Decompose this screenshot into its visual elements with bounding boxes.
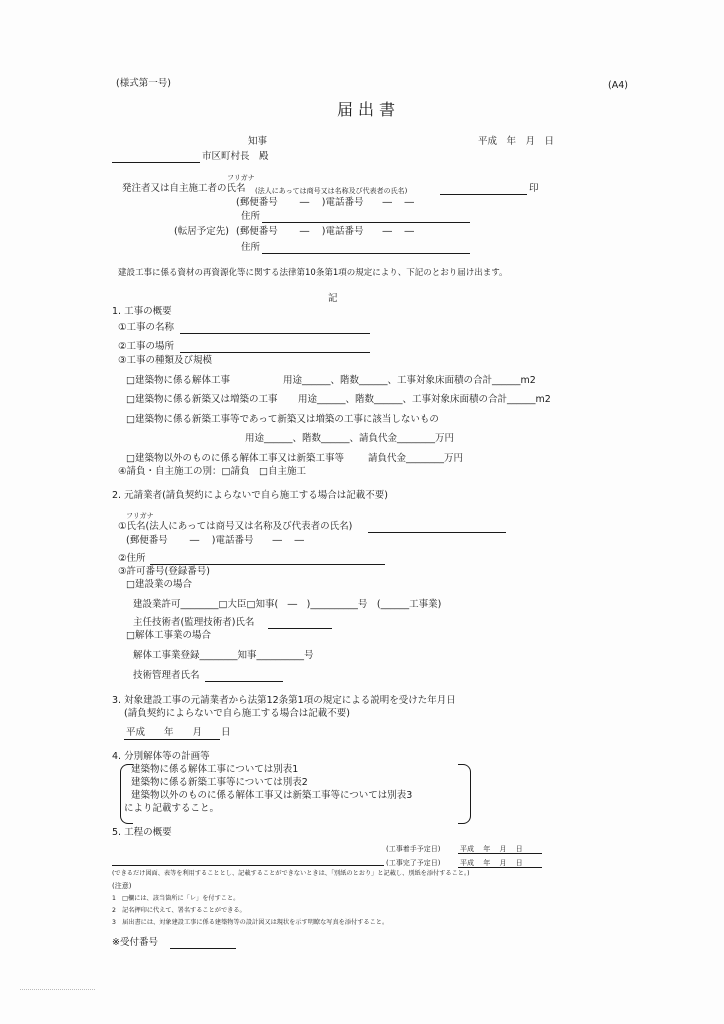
right-bracket [458,764,471,824]
construction-permit: 建設業許可________□大臣□知事( ― )__________号 (______工事業) [133,599,442,610]
section1-heading: 1. 工事の概要 [112,306,172,317]
section3-note: (請負契約によらないで自ら施工する場合は記載不要) [124,708,350,719]
work-type-label: ③工事の種類及び規模 [118,355,213,366]
demolition-checkbox[interactable]: □建築物に係る解体工事 [126,375,230,386]
section4-line4: により記載すること。 [124,803,220,814]
applicant-address-label: 住所 [241,211,261,222]
non-building-checkbox[interactable]: □建築物以外のものに係る解体工事又は新築工事等 [126,453,344,464]
contractor-address-line[interactable] [150,564,385,565]
contractor-name-label: ①氏名(法人にあっては商号又は名称及び代表者の氏名) [118,521,353,532]
applicant-name-label: 発注者又は自主施工者の氏名 [122,183,246,194]
note-1: 1 □欄には、該当箇所に「レ」を付すこと。 [112,895,240,902]
document-title: 届出書 [337,100,401,119]
start-date-label: (工事着手予定日) [386,845,441,853]
seal-mark: 印 [529,183,539,194]
non-building-detail: 請負代金________万円 [368,453,464,464]
applicant-address-line[interactable] [262,222,470,223]
section4-line3: 建築物以外のものに係る解体工事又は新築工事等については別表3 [131,790,413,801]
relocation-label: (転居予定先) [174,226,229,237]
submission-date: 平成 年 月 日 [478,136,555,147]
note-2: 2 記名押印に代えて、署名することができる。 [112,907,246,914]
contract-type[interactable]: ④請負・自主施工の別：□請負 □自主施工 [118,466,306,477]
explanation-date-line[interactable] [124,739,220,740]
contractor-name-line[interactable] [368,532,506,533]
schedule-line[interactable] [112,865,384,866]
demolition-case-checkbox[interactable]: □解体工事業の場合 [126,630,211,641]
work-name-line[interactable] [180,333,370,334]
explanation-date: 平成 年 月 日 [126,727,231,738]
permit-number-label: ③許可番号(登録番号) [118,566,210,577]
technical-manager-label: 技術管理者氏名 [133,670,200,681]
end-date-line[interactable] [458,867,542,868]
governor-label: 知事 [248,136,268,147]
technical-manager-line[interactable] [205,681,283,682]
construction-case-checkbox[interactable]: □建設業の場合 [126,579,192,590]
work-place-label: ②工事の場所 [118,341,175,352]
contractor-postal-phone: (郵便番号 ― )電話番号 ― ― [126,535,304,546]
paper-size: (A4) [608,80,628,91]
new-build-detail: 用途______、階数______、工事対象床面積の合計______m2 [298,394,551,405]
section4-line1: 建築物に係る解体工事については別表1 [131,764,299,775]
section4-line2: 建築物に係る新築工事等については別表2 [131,777,308,788]
relocation-address-line[interactable] [262,253,470,254]
section3-heading: 3. 対象建設工事の元請業者から法第12条第1項の規定による説明を受けた年月日 [112,695,456,706]
other-build-detail: 用途______、階数______、請負代金________万円 [245,433,455,444]
work-name-label: ①工事の名称 [118,322,175,333]
start-date-line[interactable] [458,853,542,854]
relocation-postal-phone: (郵便番号 ― )電話番号 ― ― [236,226,414,237]
section2-heading: 2. 元請業者(請負契約によらないで自ら施工する場合は記載不要) [112,490,388,501]
statement: 建設工事に係る資材の再資源化等に関する法律第10条第1項の規定により、下記のとおり届け出ます。 [118,268,508,278]
end-date-label: (工事完了予定日) [386,859,441,867]
notes-label: (注意) [112,882,132,890]
start-date: 平成 年 月 日 [460,845,523,853]
receipt-number-line[interactable] [170,948,236,949]
section5-heading: 5. 工程の概要 [112,827,172,838]
note-3: 3 届出書には、対象建設工事に係る建築物等の設計図又は現状を示す明瞭な写真を添付すること。 [112,919,389,926]
applicant-name-note: (法人にあっては商号又は名称及び代表者の氏名) [255,187,408,195]
notes-intro: (できるだけ図面、表等を利用することとし、記載することができないときは、「別紙のとおり」と記載し、別紙を添付すること。) [112,870,470,877]
mayor-name-line[interactable] [112,162,200,163]
form-number: (様式第一号) [116,78,171,89]
end-date: 平成 年 月 日 [460,859,523,867]
applicant-furigana: フリガナ [227,174,255,182]
demolition-detail: 用途______、階数______、工事対象床面積の合計______m2 [283,375,536,386]
demolition-registration: 解体工事業登録________知事__________号 [133,650,314,661]
work-place-line[interactable] [180,352,370,353]
applicant-postal-phone: (郵便番号 ― )電話番号 ― ― [236,197,414,208]
other-build-checkbox[interactable]: □建築物に係る新築工事等であって新築又は増築の工事に該当しないもの [126,414,439,425]
scan-dots [20,989,95,990]
section4-heading: 4. 分別解体等の計画等 [112,751,210,762]
new-build-checkbox[interactable]: □建築物に係る新築又は増築の工事 [126,394,278,405]
applicant-name-line[interactable] [440,194,527,195]
ki-mark: 記 [328,293,338,304]
mayor-label: 市区町村長 殿 [202,151,269,162]
contractor-furigana: フリガナ [126,512,154,520]
relocation-address-label: 住所 [241,242,261,253]
chief-engineer-label: 主任技術者(監理技術者)氏名 [133,617,255,628]
receipt-number-label: ※受付番号 [112,937,158,948]
contractor-address-label: ②住所 [118,553,146,564]
chief-engineer-line[interactable] [268,628,332,629]
